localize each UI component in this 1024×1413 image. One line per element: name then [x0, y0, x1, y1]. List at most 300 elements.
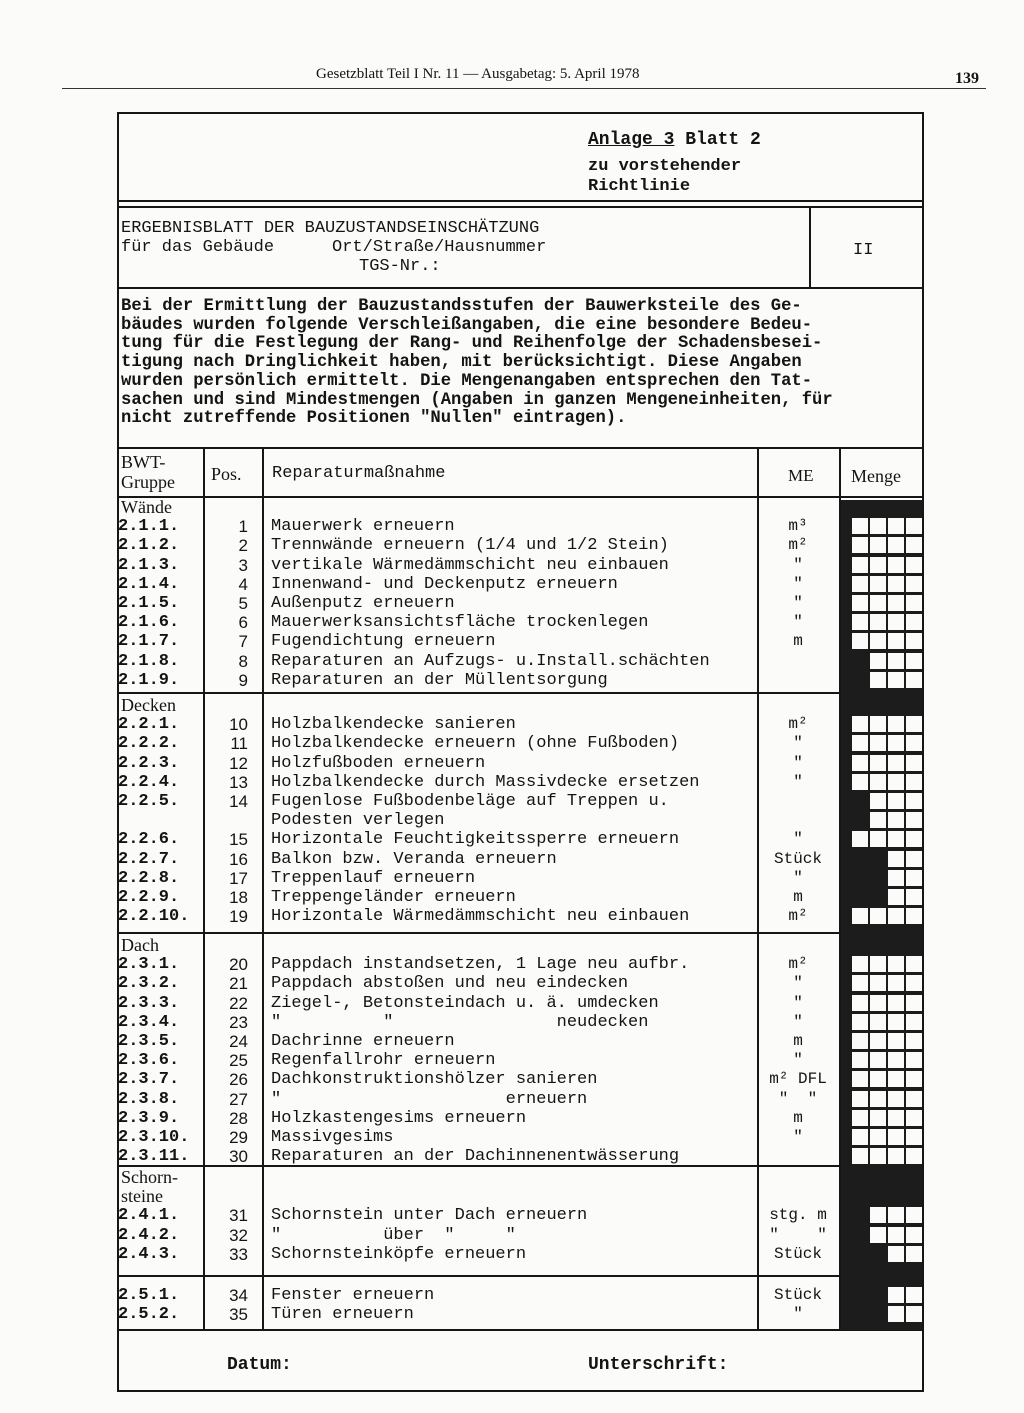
menge-digit-box[interactable]	[888, 1091, 904, 1107]
th-pos: Pos.	[211, 464, 242, 484]
menge-digit-box[interactable]	[870, 995, 886, 1011]
menge-digit-box[interactable]	[888, 774, 904, 790]
menge-digit-box[interactable]	[906, 956, 922, 972]
menge-boxes[interactable]	[852, 831, 922, 847]
menge-digit-box[interactable]	[888, 851, 904, 867]
page-number: 139	[955, 70, 979, 87]
row-gruppe: 2.3.3.	[118, 993, 180, 1013]
menge-digit-box[interactable]	[870, 653, 886, 669]
menge-digit-box	[852, 870, 868, 886]
menge-digit-box[interactable]	[906, 812, 922, 828]
row-gruppe: 2.1.1.	[118, 517, 180, 537]
row-pos: 22	[229, 993, 248, 1013]
row-me: m²	[788, 536, 808, 555]
menge-boxes[interactable]	[852, 1148, 922, 1164]
row-me: "	[793, 574, 803, 593]
menge-boxes[interactable]	[852, 793, 922, 809]
header-rule	[62, 88, 986, 89]
ergebnis-gebaeude: für das Gebäude	[121, 238, 275, 257]
menge-digit-box	[852, 1207, 868, 1223]
menge-digit-box[interactable]	[852, 1148, 868, 1164]
row-massnahme: Fugenlose Fußbodenbeläge auf Treppen u. Podesten verlegen	[271, 792, 669, 830]
menge-digit-box[interactable]	[906, 1227, 922, 1243]
menge-digit-box[interactable]	[888, 755, 904, 771]
menge-digit-box[interactable]	[870, 1129, 886, 1145]
menge-digit-box[interactable]	[870, 956, 886, 972]
row-massnahme: Fugendichtung erneuern	[271, 632, 496, 652]
row-pos: 3	[238, 555, 248, 575]
menge-digit-box	[870, 1246, 886, 1262]
row-pos: 15	[229, 830, 248, 850]
row-pos: 14	[229, 792, 248, 811]
row-gruppe: 2.2.3.	[118, 753, 180, 773]
row-me: "	[793, 772, 803, 791]
menge-digit-box	[852, 653, 868, 669]
datum-label: Datum:	[227, 1355, 292, 1375]
menge-boxes[interactable]	[852, 1246, 922, 1262]
row-pos: 28	[229, 1108, 248, 1128]
menge-digit-box[interactable]	[906, 975, 922, 991]
row-massnahme: Holzfußboden erneuern	[271, 753, 486, 773]
menge-digit-box[interactable]	[888, 1287, 904, 1303]
menge-digit-box[interactable]	[906, 774, 922, 790]
menge-digit-box[interactable]	[870, 518, 886, 534]
menge-digit-box[interactable]	[906, 755, 922, 771]
menge-digit-box[interactable]	[870, 1091, 886, 1107]
menge-boxes[interactable]	[852, 595, 922, 611]
menge-boxes[interactable]	[852, 537, 922, 553]
anlage-label: Anlage 3 Blatt 2	[588, 130, 761, 150]
row-me: m² DFL	[769, 1070, 827, 1089]
menge-digit-box	[852, 1306, 868, 1322]
row-me: m	[793, 1108, 803, 1127]
menge-digit-box[interactable]	[852, 1014, 868, 1030]
row-massnahme: Schornsteinköpfe erneuern	[271, 1244, 527, 1264]
row-massnahme: Horizontale Wärmedämmschicht neu einbauen	[271, 907, 690, 927]
menge-digit-box[interactable]	[870, 633, 886, 649]
menge-digit-box[interactable]	[870, 975, 886, 991]
menge-digit-box[interactable]	[888, 518, 904, 534]
menge-digit-box[interactable]	[852, 908, 868, 924]
row-gruppe: 2.1.4.	[118, 574, 180, 594]
row-massnahme: Regenfallrohr erneuern	[271, 1051, 496, 1071]
row-pos: 35	[229, 1305, 248, 1325]
table-header-line	[117, 496, 924, 498]
menge-digit-box[interactable]	[852, 831, 868, 847]
row-massnahme: Dachkonstruktionshölzer sanieren	[271, 1070, 598, 1090]
row-me: m²	[788, 907, 808, 926]
row-massnahme: Treppengeländer erneuern	[271, 888, 516, 907]
menge-digit-box[interactable]	[852, 557, 868, 573]
menge-digit-box[interactable]	[852, 995, 868, 1011]
row-me: "	[793, 1051, 803, 1070]
ergebnis-block	[121, 219, 546, 276]
menge-digit-box[interactable]	[906, 870, 922, 886]
menge-digit-box[interactable]	[870, 774, 886, 790]
menge-boxes[interactable]	[852, 1207, 922, 1223]
row-pos: 21	[229, 974, 248, 994]
menge-digit-box	[852, 1287, 868, 1303]
group-title: Wände	[121, 497, 172, 517]
divider-ergebnis-bottom	[117, 287, 924, 289]
menge-digit-box[interactable]	[852, 518, 868, 534]
menge-digit-box[interactable]	[852, 956, 868, 972]
menge-digit-box[interactable]	[888, 793, 904, 809]
menge-boxes[interactable]	[852, 1129, 922, 1145]
menge-digit-box[interactable]	[852, 595, 868, 611]
row-me: "	[793, 613, 803, 632]
menge-digit-box[interactable]	[888, 716, 904, 732]
menge-digit-box[interactable]	[888, 870, 904, 886]
menge-digit-box[interactable]	[852, 537, 868, 553]
menge-digit-box[interactable]	[852, 1033, 868, 1049]
menge-digit-box[interactable]	[852, 1052, 868, 1068]
row-me: m	[793, 632, 803, 651]
row-pos: 8	[238, 651, 248, 671]
row-gruppe: 2.2.9.	[118, 888, 180, 907]
menge-digit-box[interactable]	[852, 975, 868, 991]
row-gruppe: 2.1.5.	[118, 594, 180, 613]
menge-digit-box[interactable]	[870, 672, 886, 688]
row-me: m	[793, 1032, 803, 1050]
menge-digit-box[interactable]	[870, 557, 886, 573]
row-gruppe: 2.1.9.	[118, 670, 180, 690]
menge-digit-box[interactable]	[870, 576, 886, 592]
menge-digit-box[interactable]	[888, 1129, 904, 1145]
divider-roman	[809, 206, 811, 289]
menge-digit-box[interactable]	[870, 1014, 886, 1030]
row-massnahme: Treppenlauf erneuern	[271, 868, 476, 888]
menge-boxes[interactable]	[852, 1014, 922, 1030]
menge-digit-box[interactable]	[852, 735, 868, 751]
menge-digit-box[interactable]	[852, 614, 868, 630]
menge-digit-box[interactable]	[888, 614, 904, 630]
menge-digit-box	[870, 1287, 886, 1303]
row-massnahme: Mauerwerk erneuern	[271, 517, 455, 537]
menge-digit-box[interactable]	[888, 1227, 904, 1243]
menge-digit-box[interactable]	[906, 1287, 922, 1303]
row-pos: 29	[229, 1128, 248, 1147]
row-massnahme: Reparaturen an der Dachinnenentwässerung	[271, 1147, 680, 1167]
menge-digit-box[interactable]	[906, 995, 922, 1011]
row-massnahme: Ziegel-, Betonsteindach u. ä. umdecken	[271, 993, 659, 1013]
row-gruppe: 2.3.5.	[118, 1032, 180, 1051]
col-line-2	[262, 449, 264, 1331]
row-gruppe: 2.2.1.	[118, 715, 180, 735]
menge-digit-box[interactable]	[888, 1052, 904, 1068]
menge-boxes[interactable]	[852, 576, 922, 592]
menge-boxes[interactable]	[852, 1287, 922, 1303]
col-line-3	[757, 449, 759, 1331]
menge-digit-box[interactable]	[906, 831, 922, 847]
menge-digit-box	[870, 1306, 886, 1322]
row-massnahme: " erneuern	[271, 1089, 588, 1109]
menge-digit-box[interactable]	[870, 908, 886, 924]
menge-digit-box[interactable]	[870, 1227, 886, 1243]
menge-digit-box[interactable]	[852, 774, 868, 790]
row-pos: 23	[229, 1012, 248, 1032]
row-massnahme: Türen erneuern	[271, 1305, 414, 1325]
menge-digit-box[interactable]	[852, 1091, 868, 1107]
row-pos: 4	[238, 574, 248, 594]
menge-digit-box[interactable]	[906, 1033, 922, 1049]
menge-digit-box[interactable]	[888, 595, 904, 611]
menge-boxes[interactable]	[852, 889, 922, 905]
row-massnahme: Außenputz erneuern	[271, 594, 455, 613]
anlage-sub: zu vorstehender Richtlinie	[588, 157, 742, 196]
row-pos: 34	[229, 1286, 248, 1305]
menge-digit-box[interactable]	[888, 889, 904, 905]
menge-digit-box[interactable]	[906, 518, 922, 534]
menge-digit-box[interactable]	[906, 614, 922, 630]
row-pos: 11	[230, 734, 248, 754]
menge-digit-box[interactable]	[888, 995, 904, 1011]
group-line-fenster	[117, 1275, 924, 1277]
menge-digit-box[interactable]	[906, 1246, 922, 1262]
row-me: "	[793, 594, 803, 612]
menge-digit-box[interactable]	[852, 576, 868, 592]
row-gruppe: 2.1.2.	[118, 536, 180, 556]
menge-digit-box[interactable]	[906, 1207, 922, 1223]
menge-digit-box[interactable]	[888, 956, 904, 972]
menge-digit-box[interactable]	[906, 1014, 922, 1030]
row-gruppe: 2.3.10.	[118, 1128, 190, 1147]
row-me: m³	[788, 517, 808, 536]
menge-boxes[interactable]	[852, 908, 922, 924]
menge-digit-box[interactable]	[888, 1014, 904, 1030]
menge-digit-box[interactable]	[870, 595, 886, 611]
menge-boxes[interactable]	[852, 851, 922, 867]
row-massnahme: Massivgesims	[271, 1128, 394, 1147]
row-gruppe: 2.3.11.	[118, 1147, 190, 1167]
menge-digit-box[interactable]	[906, 1091, 922, 1107]
menge-digit-box[interactable]	[906, 908, 922, 924]
menge-digit-box[interactable]	[888, 1071, 904, 1087]
row-pos: 33	[229, 1244, 248, 1264]
row-massnahme: Schornstein unter Dach erneuern	[271, 1206, 588, 1226]
menge-digit-box[interactable]	[888, 1306, 904, 1322]
menge-digit-box[interactable]	[852, 716, 868, 732]
menge-digit-box[interactable]	[888, 633, 904, 649]
menge-digit-box[interactable]	[906, 851, 922, 867]
menge-boxes[interactable]	[852, 614, 922, 630]
menge-digit-box[interactable]	[888, 557, 904, 573]
row-me: " "	[778, 1089, 818, 1108]
unterschrift-label: Unterschrift:	[588, 1355, 729, 1375]
section-roman: II	[853, 241, 874, 260]
menge-digit-box[interactable]	[852, 1110, 868, 1126]
menge-digit-box[interactable]	[906, 1129, 922, 1145]
row-pos: 12	[229, 753, 248, 773]
th-me: ME	[788, 466, 814, 485]
row-gruppe: 2.1.3.	[118, 555, 180, 575]
row-pos: 10	[229, 715, 248, 735]
menge-boxes[interactable]	[852, 735, 922, 751]
menge-digit-box[interactable]	[888, 653, 904, 669]
menge-boxes[interactable]	[852, 633, 922, 649]
menge-boxes[interactable]	[852, 1071, 922, 1087]
menge-digit-box[interactable]	[888, 812, 904, 828]
menge-digit-box	[852, 1227, 868, 1243]
row-me: "	[793, 868, 803, 887]
menge-digit-box[interactable]	[906, 735, 922, 751]
row-me: Stück	[773, 1286, 822, 1304]
row-pos: 17	[229, 868, 248, 888]
row-me: m²	[788, 715, 808, 734]
menge-digit-box[interactable]	[906, 793, 922, 809]
row-massnahme: Holzkastengesims erneuern	[271, 1108, 527, 1128]
menge-digit-box	[852, 812, 868, 828]
row-massnahme: Balkon bzw. Veranda erneuern	[271, 849, 557, 869]
menge-digit-box[interactable]	[906, 653, 922, 669]
row-gruppe: 2.2.6.	[118, 830, 180, 850]
menge-digit-box[interactable]	[852, 1071, 868, 1087]
menge-boxes[interactable]	[852, 557, 922, 573]
menge-boxes[interactable]	[852, 518, 922, 534]
th-massnahme: Reparaturmaßnahme	[272, 464, 446, 483]
menge-digit-box	[852, 793, 868, 809]
row-pos: 7	[238, 632, 248, 652]
row-pos: 13	[229, 772, 248, 792]
row-pos: 27	[229, 1089, 248, 1109]
row-massnahme: Dachrinne erneuern	[271, 1032, 455, 1051]
row-massnahme: Innenwand- und Deckenputz erneuern	[271, 574, 618, 594]
menge-boxes[interactable]	[852, 812, 922, 828]
menge-digit-box[interactable]	[870, 1110, 886, 1126]
row-pos: 5	[238, 594, 248, 613]
menge-digit-box[interactable]	[870, 1148, 886, 1164]
menge-digit-box[interactable]	[888, 576, 904, 592]
menge-boxes[interactable]	[852, 956, 922, 972]
menge-digit-box[interactable]	[888, 537, 904, 553]
menge-digit-box[interactable]	[906, 633, 922, 649]
divider-ergebnis-top	[117, 206, 924, 208]
row-massnahme: Holzbalkendecke sanieren	[271, 715, 516, 735]
menge-boxes[interactable]	[852, 755, 922, 771]
menge-digit-box[interactable]	[870, 1071, 886, 1087]
group-title: Decken	[121, 695, 176, 715]
row-gruppe: 2.2.8.	[118, 868, 180, 888]
row-pos: 31	[229, 1206, 248, 1226]
menge-digit-box[interactable]	[906, 595, 922, 611]
menge-digit-box[interactable]	[888, 1207, 904, 1223]
running-header: Gesetzblatt Teil I Nr. 11 — Ausgabetag: 5. April 1978	[316, 66, 640, 82]
menge-digit-box[interactable]	[870, 1033, 886, 1049]
menge-digit-box[interactable]	[870, 1052, 886, 1068]
menge-digit-box[interactable]	[888, 975, 904, 991]
row-gruppe: 2.3.2.	[118, 974, 180, 994]
menge-digit-box[interactable]	[870, 1207, 886, 1223]
group-line-decken	[117, 692, 924, 694]
menge-digit-box[interactable]	[888, 672, 904, 688]
group-title: Dach	[121, 935, 159, 955]
divider-anlage	[117, 200, 924, 202]
menge-digit-box[interactable]	[906, 576, 922, 592]
menge-boxes[interactable]	[852, 672, 922, 688]
menge-digit-box[interactable]	[888, 1110, 904, 1126]
menge-digit-box[interactable]	[852, 1129, 868, 1145]
row-gruppe: 2.5.2.	[118, 1305, 180, 1325]
row-pos: 20	[229, 955, 248, 975]
menge-digit-box[interactable]	[906, 716, 922, 732]
menge-digit-box[interactable]	[906, 557, 922, 573]
menge-boxes[interactable]	[852, 1033, 922, 1049]
row-massnahme: Horizontale Feuchtigkeitssperre erneuern	[271, 830, 680, 850]
menge-digit-box[interactable]	[852, 633, 868, 649]
menge-boxes[interactable]	[852, 870, 922, 886]
row-gruppe: 2.1.8.	[118, 651, 180, 671]
menge-digit-box[interactable]	[870, 793, 886, 809]
menge-boxes[interactable]	[852, 1306, 922, 1322]
menge-digit-box[interactable]	[870, 812, 886, 828]
menge-digit-box[interactable]	[870, 831, 886, 847]
row-gruppe: 2.2.10.	[118, 907, 190, 927]
menge-boxes[interactable]	[852, 1110, 922, 1126]
menge-digit-box[interactable]	[906, 672, 922, 688]
menge-boxes[interactable]	[852, 653, 922, 669]
menge-digit-box[interactable]	[906, 1052, 922, 1068]
table-bottom-line	[117, 1329, 924, 1331]
menge-boxes[interactable]	[852, 1227, 922, 1243]
menge-boxes[interactable]	[852, 716, 922, 732]
row-gruppe: 2.3.4.	[118, 1012, 180, 1032]
row-massnahme: Reparaturen an der Müllentsorgung	[271, 670, 608, 690]
menge-digit-box	[852, 672, 868, 688]
ergebnis-tgs: TGS-Nr.:	[359, 257, 441, 276]
row-gruppe: 2.3.8.	[118, 1089, 180, 1109]
row-massnahme: Fenster erneuern	[271, 1286, 435, 1305]
menge-digit-box[interactable]	[906, 1110, 922, 1126]
menge-digit-box[interactable]	[906, 1071, 922, 1087]
menge-digit-box[interactable]	[870, 537, 886, 553]
menge-boxes[interactable]	[852, 774, 922, 790]
menge-digit-box[interactable]	[852, 755, 868, 771]
menge-digit-box[interactable]	[906, 537, 922, 553]
menge-boxes[interactable]	[852, 1052, 922, 1068]
menge-digit-box[interactable]	[870, 614, 886, 630]
row-pos: 18	[229, 888, 248, 907]
th-menge: Menge	[851, 466, 901, 486]
row-pos: 24	[229, 1032, 248, 1051]
menge-digit-box[interactable]	[870, 735, 886, 751]
menge-digit-box[interactable]	[906, 1306, 922, 1322]
row-me: "	[793, 753, 803, 772]
menge-boxes[interactable]	[852, 1091, 922, 1107]
row-gruppe: 2.5.1.	[118, 1286, 180, 1305]
menge-digit-box[interactable]	[906, 1148, 922, 1164]
menge-digit-box[interactable]	[888, 735, 904, 751]
menge-digit-box[interactable]	[888, 831, 904, 847]
row-pos: 16	[229, 849, 248, 869]
menge-boxes[interactable]	[852, 975, 922, 991]
row-me: "	[793, 1305, 803, 1324]
menge-digit-box[interactable]	[888, 1148, 904, 1164]
row-pos: 1	[238, 517, 248, 537]
menge-digit-box[interactable]	[870, 716, 886, 732]
menge-digit-box[interactable]	[870, 755, 886, 771]
row-massnahme: " über " "	[271, 1225, 516, 1245]
menge-digit-box[interactable]	[906, 889, 922, 905]
row-me: " "	[769, 1225, 827, 1244]
menge-digit-box[interactable]	[888, 1246, 904, 1262]
menge-digit-box[interactable]	[888, 908, 904, 924]
menge-digit-box[interactable]	[888, 1033, 904, 1049]
row-gruppe: 2.1.7.	[118, 632, 180, 652]
menge-boxes[interactable]	[852, 995, 922, 1011]
row-pos: 25	[229, 1051, 248, 1071]
row-gruppe: 2.2.4.	[118, 772, 180, 792]
row-pos: 26	[229, 1070, 248, 1090]
